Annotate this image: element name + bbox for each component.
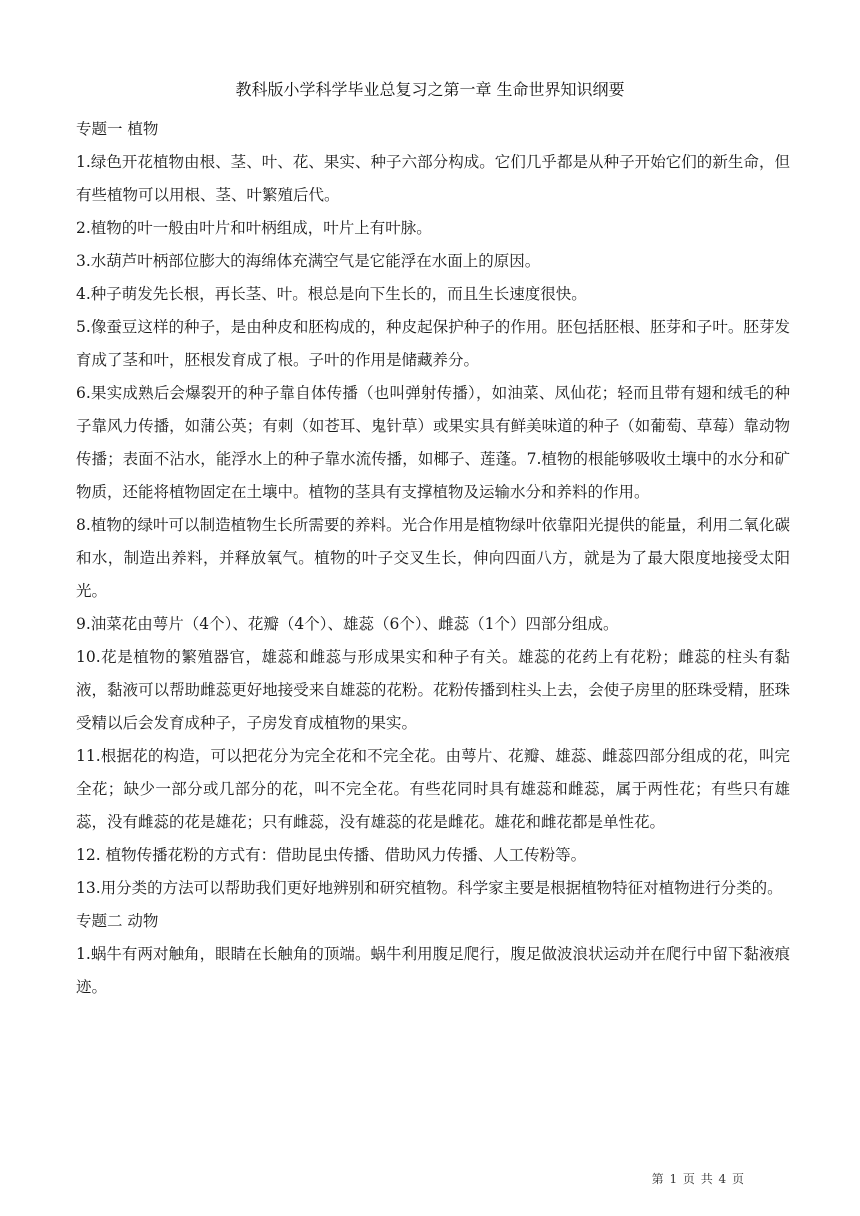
paragraph: 9.油菜花由萼片（4个）、花瓣（4个）、雄蕊（6个）、雌蕊（1个）四部分组成。 bbox=[76, 615, 619, 633]
paragraph: 3.水葫芦叶柄部位膨大的海绵体充满空气是它能浮在水面上的原因。 bbox=[76, 252, 541, 270]
paragraph: 13.用分类的方法可以帮助我们更好地辨别和研究植物。科学家主要是根据植物特征对植物进行分类的。 bbox=[76, 879, 783, 897]
paragraph: 4.种子萌发先长根，再长茎、叶。根总是向下生长的，而且生长速度很快。 bbox=[76, 285, 587, 303]
paragraph: 2.植物的叶一般由叶片和叶柄组成，叶片上有叶脉。 bbox=[76, 219, 432, 237]
section-heading: 专题一 植物 bbox=[76, 120, 159, 138]
document-title: 教科版小学科学毕业总复习之第一章 生命世界知识纲要 bbox=[235, 80, 625, 99]
paragraph: 12. 植物传播花粉的方式有：借助昆虫传播、借助风力传播、人工传粉等。 bbox=[76, 846, 587, 864]
section-heading: 专题二 动物 bbox=[76, 912, 159, 930]
paragraph: 8.植物的绿叶可以制造植物生长所需要的养料。光合作用是植物绿叶依靠阳光提供的能量，利用二氧化碳和水，制造出养料，并释放氧气。植物的叶子交叉生长，伸向四面八方，就是为了最大限度地接受太阳光。 bbox=[76, 516, 790, 600]
page-number: 第 1 页 共 4 页 bbox=[651, 1172, 745, 1186]
paragraph: 6.果实成熟后会爆裂开的种子靠自体传播（也叫弹射传播），如油菜、凤仙花；轻而且带有翅和绒毛的种子靠风力传播，如蒲公英；有刺（如苍耳、鬼针草）或果实具有鲜美味道的种子（如葡萄、草莓）靠动物传播；表面不沾水，能浮水上的种子靠水流传播，如椰子、莲蓬。7.植物的根能够吸收土壤中的水分和矿物质，还能将植物固定在土壤中。植物的茎具有支撑植物及运输水分和养料的作用。 bbox=[76, 384, 790, 501]
paragraph: 1.绿色开花植物由根、茎、叶、花、果实、种子六部分构成。它们几乎都是从种子开始它们的新生命，但有些植物可以用根、茎、叶繁殖后代。 bbox=[76, 153, 790, 204]
paragraph: 5.像蚕豆这样的种子，是由种皮和胚构成的，种皮起保护种子的作用。胚包括胚根、胚芽和子叶。胚芽发育成了茎和叶，胚根发育成了根。子叶的作用是储藏养分。 bbox=[76, 318, 790, 369]
paragraph: 11.根据花的构造，可以把花分为完全花和不完全花。由萼片、花瓣、雄蕊、雌蕊四部分组成的花，叫完全花；缺少一部分或几部分的花，叫不完全花。有些花同时具有雄蕊和雌蕊，属于两性花；有些只有雄蕊，没有雌蕊的花是雄花；只有雌蕊，没有雄蕊的花是雌花。雄花和雌花都是单性花。 bbox=[76, 747, 790, 831]
document-body bbox=[76, 113, 790, 1004]
paragraph: 1.蜗牛有两对触角，眼睛在长触角的顶端。蜗牛利用腹足爬行，腹足做波浪状运动并在爬行中留下黏液痕迹。 bbox=[76, 945, 790, 996]
paragraph: 10.花是植物的繁殖器官，雄蕊和雌蕊与形成果实和种子有关。雄蕊的花药上有花粉；雌蕊的柱头有黏液，黏液可以帮助雌蕊更好地接受来自雄蕊的花粉。花粉传播到柱头上去，会使子房里的胚珠受精，胚珠受精以后会发育成种子，子房发育成植物的果实。 bbox=[76, 648, 790, 732]
